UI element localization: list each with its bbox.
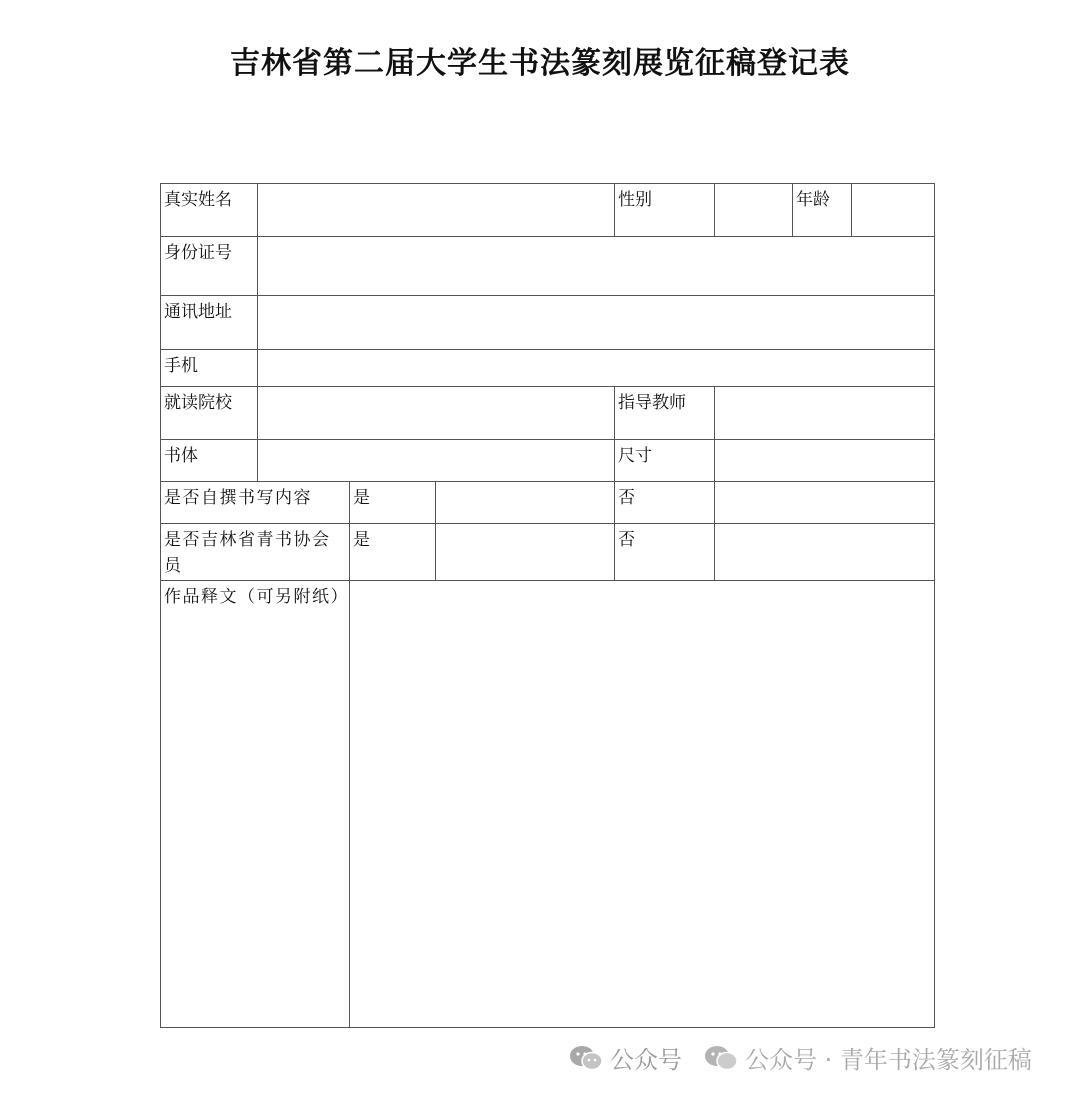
work-text-field[interactable] bbox=[350, 581, 935, 1028]
phone-field[interactable] bbox=[258, 350, 935, 387]
self-written-yes-field[interactable] bbox=[436, 482, 615, 524]
script-style-label: 书体 bbox=[161, 440, 258, 482]
age-field[interactable] bbox=[852, 184, 935, 237]
self-written-yes-label: 是 bbox=[350, 482, 436, 524]
script-style-field[interactable] bbox=[258, 440, 615, 482]
wechat-icon-2 bbox=[703, 1044, 739, 1072]
age-label: 年龄 bbox=[793, 184, 852, 237]
wechat-icon bbox=[568, 1044, 604, 1072]
name-label: 真实姓名 bbox=[161, 184, 258, 237]
id-number-label: 身份证号 bbox=[161, 237, 258, 296]
address-label: 通讯地址 bbox=[161, 296, 258, 350]
member-no-field[interactable] bbox=[715, 524, 935, 581]
size-label: 尺寸 bbox=[615, 440, 715, 482]
phone-label: 手机 bbox=[161, 350, 258, 387]
member-no-label: 否 bbox=[615, 524, 715, 581]
id-number-field[interactable] bbox=[258, 237, 935, 296]
self-written-no-label: 否 bbox=[615, 482, 715, 524]
self-written-label: 是否自撰书写内容 bbox=[161, 482, 350, 524]
watermark-overlay bbox=[703, 1040, 1032, 1075]
self-written-no-field[interactable] bbox=[715, 482, 935, 524]
address-field[interactable] bbox=[258, 296, 935, 350]
member-yes-label: 是 bbox=[350, 524, 436, 581]
page-title: 吉林省第二届大学生书法篆刻展览征稿登记表 bbox=[230, 46, 850, 81]
gender-label: 性别 bbox=[615, 184, 715, 237]
size-field[interactable] bbox=[715, 440, 935, 482]
gender-field[interactable] bbox=[715, 184, 793, 237]
work-text-label: 作品释文（可另附纸） bbox=[161, 581, 350, 1028]
member-label: 是否吉林省青书协会员 bbox=[161, 524, 350, 581]
name-field[interactable] bbox=[258, 184, 615, 237]
watermark-text-1: 公众号 bbox=[610, 1046, 682, 1074]
registration-form bbox=[160, 183, 935, 1028]
watermark bbox=[568, 1040, 1032, 1075]
advisor-field[interactable] bbox=[715, 387, 935, 440]
watermark-text-2: 公众号 · 青年书法篆刻征稿 bbox=[745, 1046, 1032, 1074]
member-yes-field[interactable] bbox=[436, 524, 615, 581]
advisor-label: 指导教师 bbox=[615, 387, 715, 440]
school-field[interactable] bbox=[258, 387, 615, 440]
school-label: 就读院校 bbox=[161, 387, 258, 440]
